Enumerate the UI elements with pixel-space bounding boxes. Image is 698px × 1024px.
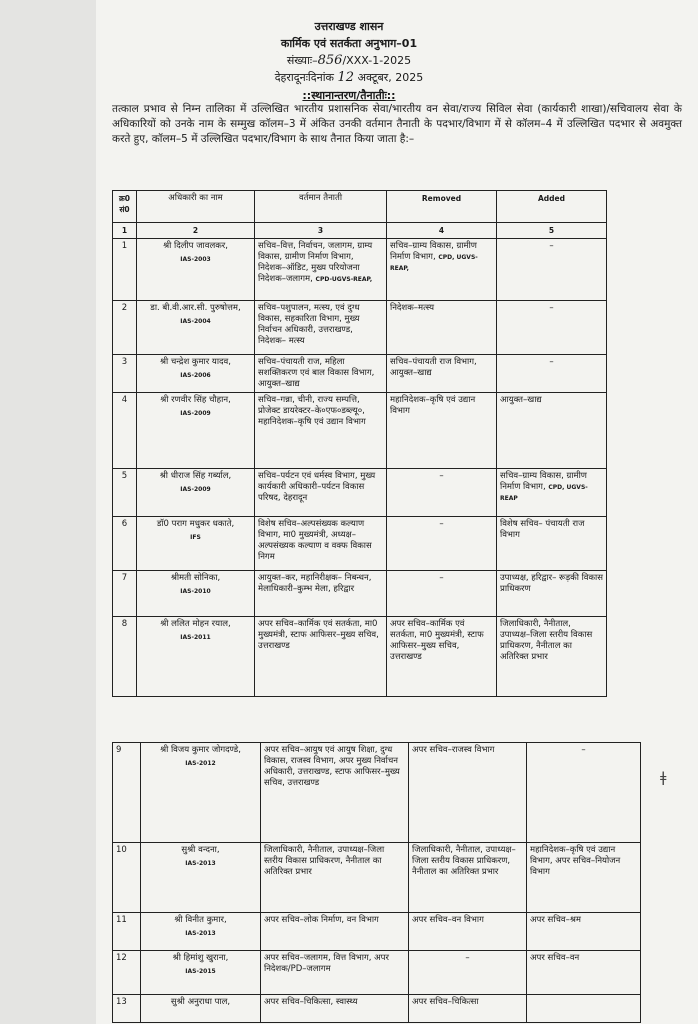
department-title: कार्मिक एवं सतर्कता अनुभाग–01 xyxy=(280,37,418,50)
transfer-table xyxy=(112,190,607,697)
added-cell xyxy=(527,995,641,1023)
officer-service: IAS-2003 xyxy=(180,256,211,263)
order-number: 856 xyxy=(317,53,343,68)
added-cell xyxy=(497,393,607,469)
current-posting-cell-text: सचिव–वित्त, निर्वाचन, जलागम, ग्राम्य विकास, ग्रामीण निर्माण विभाग, निदेशक–ऑडिट, मुख्य परियोजना निदेशक–जलागम, xyxy=(258,241,373,284)
officer-service: IFS xyxy=(190,534,201,541)
table-row xyxy=(113,995,641,1023)
col-number: 4 xyxy=(387,223,497,239)
removed-cell-text: जिलाधिकारी, नैनीताल, उपाध्यक्ष–जिला स्तरीय विकास प्राधिकरण, नैनीताल का अतिरिक्त प्रभार xyxy=(412,845,516,877)
added-cell-tag: CPD, UGVS-REAP xyxy=(500,484,588,502)
added-cell-text: – xyxy=(549,241,554,251)
order-prefix: संख्याः– xyxy=(286,54,318,67)
added-cell xyxy=(497,517,607,571)
removed-cell-text: अपर सचिव–चिकित्सा xyxy=(412,997,479,1007)
current-posting-cell xyxy=(255,393,387,469)
added-cell-text: – xyxy=(549,303,554,313)
removed-cell-text: अपर सचिव–राजस्व विभाग xyxy=(412,745,495,755)
officer-cell xyxy=(141,843,261,913)
officer-cell xyxy=(137,301,255,355)
serial-cell-text: 13 xyxy=(116,997,127,1007)
transfer-table-continued xyxy=(112,742,641,1023)
serial-cell-text: 8 xyxy=(121,619,128,629)
col-number: 3 xyxy=(255,223,387,239)
current-posting-cell-text: आयुक्त–कर, महानिरीक्षक– निबन्धन, मेलाधिकारी–कुम्भ मेला, हरिद्वार xyxy=(258,573,372,594)
table-row xyxy=(113,469,607,517)
current-posting-cell xyxy=(255,469,387,517)
officer-cell xyxy=(137,355,255,393)
date-day: 12 xyxy=(337,70,355,85)
officer-cell xyxy=(137,469,255,517)
officer-name: श्री धीराज सिंह गर्ब्याल, xyxy=(159,471,232,481)
current-posting-cell xyxy=(261,995,409,1023)
col-number: 1 xyxy=(113,223,137,239)
officer-name: श्री रणवीर सिंह चौहान, xyxy=(160,395,231,405)
serial-cell-text: 6 xyxy=(121,519,128,529)
column-number-row xyxy=(113,223,607,239)
current-posting-cell-text: अपर सचिव–चिकित्सा, स्वास्थ्य xyxy=(264,997,358,1007)
removed-cell-text: निदेशक–मत्स्य xyxy=(390,303,435,313)
col-number: 5 xyxy=(497,223,607,239)
removed-cell xyxy=(387,571,497,617)
current-posting-cell xyxy=(255,571,387,617)
officer-name: श्री चन्द्रेश कुमार यादव, xyxy=(159,357,231,367)
serial-cell xyxy=(113,355,137,393)
serial-cell xyxy=(113,951,141,995)
officer-cell xyxy=(137,393,255,469)
added-cell xyxy=(527,951,641,995)
removed-cell xyxy=(387,239,497,301)
current-posting-cell-text: सचिव–पंचायती राज, महिला सशक्तिकरण एवं बाल विकास विभाग, आयुक्त–खाद्य xyxy=(258,357,375,389)
officer-cell xyxy=(137,617,255,697)
removed-cell-text: महानिदेशक–कृषि एवं उद्यान विभाग xyxy=(390,395,476,416)
removed-cell xyxy=(387,393,497,469)
officer-cell xyxy=(141,951,261,995)
added-cell-text: जिलाधिकारी, नैनीताल, उपाध्यक्ष–जिला स्तरीय विकास प्राधिकरण, नैनीताल का अतिरिक्त प्रभार xyxy=(500,619,593,662)
removed-cell xyxy=(387,517,497,571)
added-cell xyxy=(497,571,607,617)
current-posting-cell xyxy=(255,239,387,301)
col-header-officer: अधिकारी का नाम xyxy=(137,191,255,223)
table-row xyxy=(113,571,607,617)
current-posting-cell xyxy=(255,517,387,571)
added-cell-text: महानिदेशक–कृषि एवं उद्यान विभाग, अपर सचिव–नियोजन विभाग xyxy=(530,845,621,877)
table-row xyxy=(113,301,607,355)
officer-name: सुश्री वन्दना, xyxy=(181,845,220,855)
table-header-row xyxy=(113,191,607,223)
added-cell-text: विशेष सचिव– पंचायती राज विभाग xyxy=(500,519,585,540)
officer-service: IAS-2012 xyxy=(185,760,216,767)
current-posting-cell xyxy=(261,743,409,843)
removed-cell xyxy=(387,301,497,355)
added-cell-text: – xyxy=(549,357,554,367)
officer-cell xyxy=(141,995,261,1023)
col-number: 2 xyxy=(137,223,255,239)
officer-name: श्री विजय कुमार जोगदण्डे, xyxy=(160,745,241,755)
order-paragraph: तत्काल प्रभाव से निम्न तालिका में उल्लिखित भारतीय प्रशासनिक सेवा/भारतीय वन सेवा/राज्य सिविल सेवा (कार्यकारी शाखा)/सचिवालय सेवा के अधिकारियों को उनके नाम के सम्मुख कॉलम–3 में अंकित उनकी वर्तमान तैनाती के पदभार/विभाग में से कॉलम–4 में उल्लिखित पदभार से अवमुक्त करते हुए, कॉलम–5 में उल्लिखित पदभार/विभाग के साथ तैनात किया जाता है:– xyxy=(112,103,682,145)
removed-cell-text: सचिव–पंचायती राज विभाग, आयुक्त–खाद्य xyxy=(390,357,477,378)
current-posting-cell xyxy=(255,617,387,697)
removed-cell-text: – xyxy=(465,953,470,963)
serial-cell-text: 2 xyxy=(121,303,128,313)
serial-cell-text: 1 xyxy=(121,241,128,251)
order-number-line xyxy=(0,54,698,67)
removed-cell xyxy=(409,995,527,1023)
current-posting-cell xyxy=(261,951,409,995)
removed-cell-text: सचिव–ग्राम्य विकास, ग्रामीण निर्माण विभाग, xyxy=(390,241,477,262)
officer-service: IAS-2009 xyxy=(180,486,211,493)
serial-cell xyxy=(113,517,137,571)
officer-name: श्री विनीत कुमार, xyxy=(174,915,227,925)
current-posting-cell-text: सचिव–पशुपालन, मत्स्य, एवं दुग्ध विकास, सहकारिता विभाग, मुख्य निर्वाचन अधिकारी, उत्तराखण्ड, निदेशक– मत्स्य xyxy=(258,303,360,346)
serial-cell xyxy=(113,301,137,355)
serial-cell xyxy=(113,843,141,913)
removed-cell-text: अपर सचिव–वन विभाग xyxy=(412,915,484,925)
table-row xyxy=(113,743,641,843)
officer-name: श्री ललित मोहन रयाल, xyxy=(160,619,231,629)
added-cell xyxy=(527,843,641,913)
table-row xyxy=(113,393,607,469)
serial-cell-text: 4 xyxy=(121,395,128,405)
removed-cell xyxy=(387,469,497,517)
serial-cell xyxy=(113,617,137,697)
officer-cell xyxy=(141,743,261,843)
added-cell-text: उपाध्यक्ष, हरिद्वार– रूड़की विकास प्राधिकरण xyxy=(500,573,604,594)
current-posting-cell-text: विशेष सचिव–अल्पसंख्यक कल्याण विभाग, मा0 मुख्यमंत्री, अध्यक्ष– अल्पसंख्यक कल्याण व वक्फ विकास निगम xyxy=(258,519,372,562)
officer-service: IAS-2015 xyxy=(185,968,216,975)
date-line xyxy=(0,71,698,84)
serial-cell xyxy=(113,469,137,517)
serial-cell-text: 3 xyxy=(121,357,128,367)
subject-heading: ::स्थानान्तरण/तैनातीः:: xyxy=(302,89,396,102)
officer-service: IAS-2010 xyxy=(180,588,211,595)
serial-cell-text: 10 xyxy=(116,845,127,855)
officer-name: श्रीमती सोनिका, xyxy=(170,573,221,583)
officer-cell xyxy=(137,571,255,617)
officer-name: सुश्री अनुराधा पाल, xyxy=(170,997,231,1007)
officer-cell xyxy=(137,239,255,301)
govt-title: उत्तराखण्ड शासन xyxy=(314,20,384,33)
removed-cell xyxy=(387,617,497,697)
current-posting-cell xyxy=(255,355,387,393)
table-row xyxy=(113,239,607,301)
officer-service: IAS-2004 xyxy=(180,318,211,325)
serial-cell xyxy=(113,239,137,301)
col-header-added: Added xyxy=(497,191,607,223)
current-posting-cell-text: सचिव–गन्ना, चीनी, राज्य सम्पत्ति, प्रोजेक्ट डायरेक्टर–के०एफ०डब्ल्यू०, महानिदेशक–कृषि एवं उद्यान विभाग xyxy=(258,395,366,427)
removed-cell xyxy=(409,951,527,995)
added-cell xyxy=(497,469,607,517)
added-cell-text: सचिव–ग्राम्य विकास, ग्रामीण निर्माण विभाग, xyxy=(500,471,587,492)
current-posting-cell xyxy=(261,913,409,951)
officer-service: IAS-2013 xyxy=(185,860,216,867)
removed-cell xyxy=(409,913,527,951)
table-row xyxy=(113,913,641,951)
serial-cell xyxy=(113,393,137,469)
date-prefix: देहरादूनःदिनांक xyxy=(274,71,335,84)
current-posting-cell-text: अपर सचिव–लोक निर्माण, वन विभाग xyxy=(264,915,379,925)
serial-cell-text: 11 xyxy=(116,915,127,925)
table-row xyxy=(113,355,607,393)
officer-service: IAS-2011 xyxy=(180,634,211,641)
officer-cell xyxy=(137,517,255,571)
added-cell-text: आयुक्त–खाद्य xyxy=(500,395,542,405)
added-cell xyxy=(497,355,607,393)
table-row xyxy=(113,617,607,697)
col-header-serial: क्र0 सं0 xyxy=(113,191,137,223)
added-cell xyxy=(497,301,607,355)
officer-service: IAS-2009 xyxy=(180,410,211,417)
current-posting-cell xyxy=(255,301,387,355)
removed-cell-text: – xyxy=(439,471,444,481)
col-header-current: वर्तमान तैनाती xyxy=(255,191,387,223)
serial-cell-text: 12 xyxy=(116,953,127,963)
serial-cell xyxy=(113,571,137,617)
removed-cell xyxy=(387,355,497,393)
added-cell-text: अपर सचिव–वन xyxy=(530,953,580,963)
officer-cell xyxy=(141,913,261,951)
order-suffix: /XXX-1-2025 xyxy=(342,54,412,67)
removed-cell-text: – xyxy=(439,573,444,583)
officer-name: श्री दिलीप जावलकर, xyxy=(163,241,228,251)
added-cell-text: अपर सचिव–श्रम xyxy=(530,915,581,925)
current-posting-cell-text: अपर सचिव–कार्मिक एवं सतर्कता, मा0 मुख्यमंत्री, स्टाफ आफिसर–मुख्य सचिव, उत्तराखण्ड xyxy=(258,619,379,651)
serial-cell xyxy=(113,743,141,843)
officer-service: IAS-2006 xyxy=(180,372,211,379)
current-posting-cell-text: जिलाधिकारी, नैनीताल, उपाध्यक्ष–जिला स्तरीय विकास प्राधिकरण, नैनीताल का अतिरिक्त प्रभार xyxy=(264,845,385,877)
removed-cell xyxy=(409,843,527,913)
removed-cell-text: – xyxy=(439,519,444,529)
table-row xyxy=(113,843,641,913)
serial-cell xyxy=(113,995,141,1023)
officer-name: डॉ0 पराग मधुकर धकाते, xyxy=(156,519,235,529)
current-posting-cell-text: अपर सचिव–जलागम, वित्त विभाग, अपर निदेशक/PD–जलागम xyxy=(264,953,389,974)
margin-mark: ǂ xyxy=(660,770,667,786)
removed-cell xyxy=(409,743,527,843)
current-posting-cell-text: अपर सचिव–आयुष एवं आयुष शिक्षा, दुग्ध विकास, राजस्व विभाग, अपर मुख्य निर्वाचन अधिकारी, उत्तराखण्ड, स्टाफ आफिसर–मुख्य सचिव, उत्तराखण्ड xyxy=(264,745,400,788)
date-suffix: अक्टूबर, 2025 xyxy=(357,71,424,84)
table-row xyxy=(113,951,641,995)
officer-name: डा. बी.वी.आर.सी. पुरुषोत्तम, xyxy=(150,303,241,313)
added-cell xyxy=(497,617,607,697)
serial-cell-text: 5 xyxy=(121,471,128,481)
serial-cell-text: 9 xyxy=(116,745,122,755)
added-cell-text: – xyxy=(581,745,586,755)
added-cell xyxy=(527,743,641,843)
serial-cell-text: 7 xyxy=(121,573,128,583)
added-cell xyxy=(497,239,607,301)
officer-service: IAS-2013 xyxy=(185,930,216,937)
removed-cell-tag: CPD, UGVS-REAP, xyxy=(390,254,478,272)
officer-name: श्री हिमांशु खुराना, xyxy=(172,953,229,963)
serial-cell xyxy=(113,913,141,951)
col-header-removed: Removed xyxy=(387,191,497,223)
current-posting-cell xyxy=(261,843,409,913)
added-cell xyxy=(527,913,641,951)
current-posting-cell-tag: CPD-UGVS-REAP, xyxy=(315,276,373,283)
removed-cell-text: अपर सचिव–कार्मिक एवं सतर्कता, मा0 मुख्यमंत्री, स्टाफ आफिसर–मुख्य सचिव, उत्तराखण्ड xyxy=(390,619,484,662)
table-row xyxy=(113,517,607,571)
current-posting-cell-text: सचिव–पर्यटन एवं धर्मस्व विभाग, मुख्य कार्यकारी अधिकारी–पर्यटन विकास परिषद, देहरादून xyxy=(258,471,376,503)
